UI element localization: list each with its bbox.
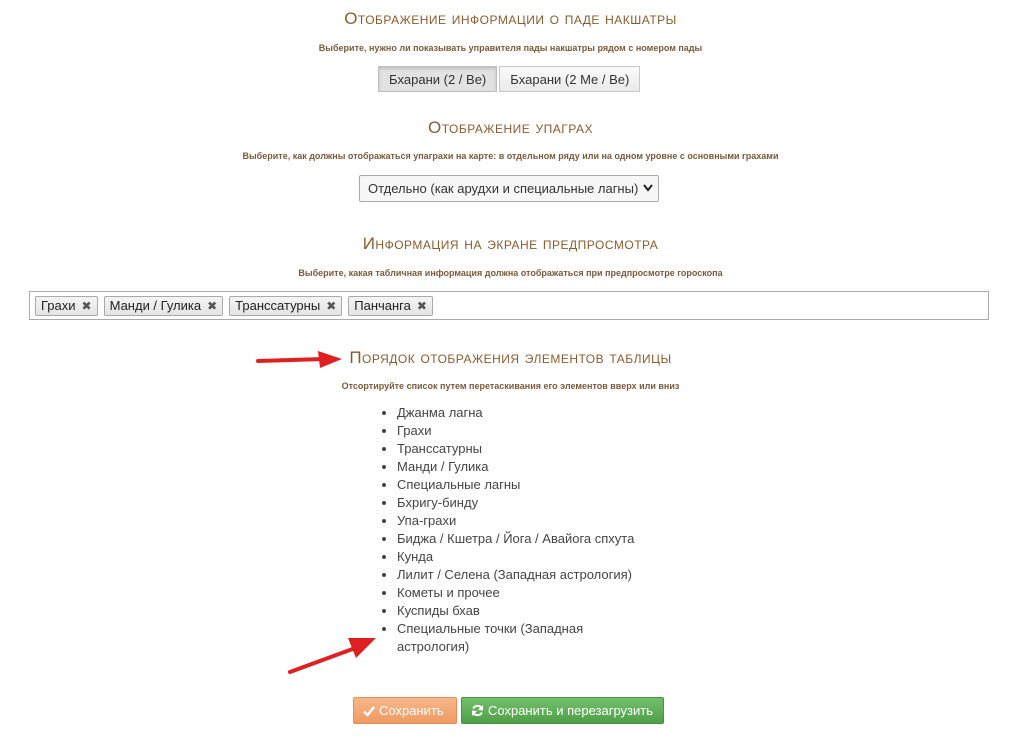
remove-tag-icon[interactable]: ✖ xyxy=(81,298,92,313)
upagraha-section-title: Отображение упаграх xyxy=(428,118,593,137)
upagraha-section-description: Выберите, как должны отображаться упаграхи на карте: в отдельном ряду или на одном уровне с основными грахами xyxy=(242,151,779,161)
preview-section-title: Информация на экране предпросмотра xyxy=(362,234,659,253)
list-item[interactable]: • Специальные лагны xyxy=(397,476,657,494)
list-item[interactable]: • Манди / Гулика xyxy=(397,458,657,476)
list-item[interactable]: • Транссатурны xyxy=(397,440,657,458)
chevron-down-icon xyxy=(643,182,653,194)
list-item[interactable]: • Биджа / Кшетра / Йога / Авайога спхута xyxy=(397,530,657,548)
tag-panchanga xyxy=(348,296,433,316)
list-item[interactable]: • Кунда xyxy=(397,548,657,566)
tag-label: Грахи xyxy=(41,298,76,313)
preview-tags-input[interactable] xyxy=(29,291,989,320)
list-item[interactable]: • Лилит / Селена (Западная астрология) xyxy=(397,566,657,584)
list-item[interactable]: • Кометы и прочее xyxy=(397,584,657,602)
tag-label: Панчанга xyxy=(354,298,411,313)
nakshatra-option-group xyxy=(378,66,640,92)
sortable-list xyxy=(380,404,657,656)
list-item[interactable]: • Упа-грахи xyxy=(397,512,657,530)
red-arrow-up-right-icon xyxy=(286,634,378,676)
tag-grahi xyxy=(35,296,98,316)
save-reload-label: Сохранить и перезагрузить xyxy=(488,703,653,718)
upagraha-display-select[interactable] xyxy=(359,175,659,202)
list-item[interactable]: • Специальные точки (Западная астрология) xyxy=(397,620,657,656)
order-section-title: Порядок отображения элементов таблицы xyxy=(349,348,672,367)
save-button[interactable] xyxy=(353,697,457,724)
save-label: Сохранить xyxy=(379,703,444,718)
nakshatra-option-short[interactable]: Бхарани (2 / Ве) xyxy=(378,66,497,92)
list-item[interactable]: • Грахи xyxy=(397,422,657,440)
preview-section-description: Выберите, какая табличная информация должна отображаться при предпросмотре гороскопа xyxy=(298,268,723,278)
tag-label: Транссатурны xyxy=(235,298,321,313)
remove-tag-icon[interactable]: ✖ xyxy=(326,298,337,313)
nakshatra-section-description: Выберите, нужно ли показывать управителя пады накшатры рядом с номером пады xyxy=(318,43,703,53)
refresh-icon xyxy=(471,704,484,717)
remove-tag-icon[interactable]: ✖ xyxy=(207,298,218,313)
list-item[interactable]: • Куспиды бхав xyxy=(397,602,657,620)
upagraha-selected-value: Отдельно (как арудхи и специальные лагны) xyxy=(368,181,639,196)
list-item[interactable]: • Джанма лагна xyxy=(397,404,657,422)
save-and-reload-button[interactable] xyxy=(461,697,664,724)
tag-mandi-gulika xyxy=(104,296,224,316)
nakshatra-option-full[interactable]: Бхарани (2 Ме / Ве) xyxy=(499,66,640,92)
tag-transsaturny xyxy=(229,296,342,316)
order-section-description: Отсортируйте список путем перетаскивания его элементов вверх или вниз xyxy=(341,381,680,391)
remove-tag-icon[interactable]: ✖ xyxy=(416,298,427,313)
check-icon xyxy=(363,705,375,717)
tag-label: Манди / Гулика xyxy=(109,298,202,313)
list-item[interactable]: • Бхригу-бинду xyxy=(397,494,657,512)
nakshatra-section-title: Отображение информации о паде накшатры xyxy=(344,9,677,28)
